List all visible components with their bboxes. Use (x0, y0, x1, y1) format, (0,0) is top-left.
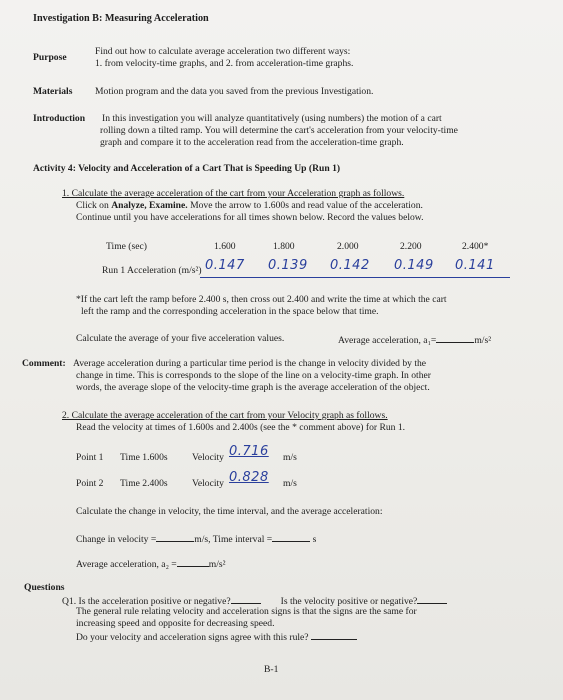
introduction-line-3: graph and compare it to the acceleration read from the acceleration-time graph. (100, 137, 404, 148)
point2-velocity-value: 0.828 (229, 470, 269, 485)
time-cell-5: 2.400* (462, 241, 489, 252)
accel-value-1: 0.147 (205, 258, 245, 273)
page-number: B-1 (264, 664, 279, 675)
accel-value-5: 0.141 (455, 258, 495, 273)
run1-label: Run 1 Acceleration (m/s²) (102, 265, 202, 276)
time-cell-3: 2.000 (337, 241, 359, 252)
accel-value-2: 0.139 (268, 258, 308, 273)
handwritten-underline (200, 277, 510, 278)
question-1-line-2: The general rule relating velocity and acceleration signs is that the signs are the same for (76, 606, 417, 617)
introduction-line-2: rolling down a tilted ramp. You will determine the cart's acceleration from your velocity-time (100, 125, 458, 136)
step1-line-2: Click on Analyze, Examine. Move the arrow to 1.600s and read value of the acceleration. (76, 200, 423, 211)
point1-label: Point 1 (76, 452, 104, 463)
note-line-2: left the ramp and the corresponding acceleration in the space below that time. (81, 306, 379, 317)
purpose-line-1: Find out how to calculate average acceleration two different ways: (95, 46, 351, 57)
materials-text: Motion program and the data you saved from the previous Investigation. (95, 86, 374, 97)
point1-unit: m/s (283, 452, 297, 463)
change-velocity-line: Change in velocity = m/s, Time interval = s (76, 534, 317, 545)
point2-time: Time 2.400s (120, 478, 168, 489)
time-cell-4: 2.200 (400, 241, 422, 252)
time-header-label: Time (sec) (106, 241, 147, 252)
comment-line-3: words, the average slope of the velocity-time graph is the average acceleration of the object. (76, 382, 430, 393)
average-instruction: Calculate the average of your five acceleration values. (76, 333, 285, 344)
accel-value-4: 0.149 (394, 258, 434, 273)
point2-velocity-label: Velocity (192, 478, 224, 489)
average-a2-line: Average acceleration, a₂ = m/s² (76, 559, 226, 570)
page-title: Investigation B: Measuring Acceleration (33, 13, 209, 24)
average-a1-line: Average acceleration, a₁= m/s² (338, 335, 492, 346)
question-1: Q1. Is the acceleration positive or negative? Is the velocity positive or negative? (62, 594, 447, 607)
point2-label: Point 2 (76, 478, 104, 489)
calc-instruction: Calculate the change in velocity, the time interval, and the average acceleration: (76, 506, 383, 517)
introduction-line-1: In this investigation you will analyze quantitatively (using numbers) the motion of a cart (102, 113, 442, 124)
comment-line-1: Average acceleration during a particular time period is the change in velocity divided by the (73, 358, 427, 369)
purpose-line-2: 1. from velocity-time graphs, and 2. from acceleration-time graphs. (95, 58, 354, 69)
purpose-label: Purpose (33, 52, 67, 63)
point1-time: Time 1.600s (120, 452, 168, 463)
time-cell-1: 1.600 (214, 241, 236, 252)
introduction-label: Introduction (33, 113, 86, 124)
point1-velocity-value: 0.716 (229, 444, 269, 459)
comment-label: Comment: (22, 358, 66, 369)
time-cell-2: 1.800 (273, 241, 295, 252)
note-line-1: *If the cart left the ramp before 2.400 s, then cross out 2.400 and write the time at which the cart (76, 294, 447, 305)
step1-heading: 1. Calculate the average acceleration of the cart from your Acceleration graph as follows. (62, 188, 405, 199)
point1-velocity-label: Velocity (192, 452, 224, 463)
comment-line-2: change in time. This is corresponds to the slope of the line on a velocity-time graph. In other (76, 370, 431, 381)
step2-heading: 2. Calculate the average acceleration of the cart from your Velocity graph as follows. (62, 410, 388, 421)
point2-unit: m/s (283, 478, 297, 489)
step1-line-3: Continue until you have accelerations for all times shown below. Record the values below. (76, 212, 424, 223)
questions-label: Questions (24, 582, 65, 593)
materials-label: Materials (33, 86, 73, 97)
question-1-line-3: increasing speed and opposite for decreasing speed. (76, 618, 275, 629)
step2-line-2: Read the velocity at times of 1.600s and 2.400s (see the * comment above) for Run 1. (76, 422, 406, 433)
accel-value-3: 0.142 (330, 258, 370, 273)
activity-title: Activity 4: Velocity and Acceleration of a Cart That is Speeding Up (Run 1) (33, 163, 341, 174)
question-1-line-4: Do your velocity and acceleration signs agree with this rule? (76, 630, 357, 643)
